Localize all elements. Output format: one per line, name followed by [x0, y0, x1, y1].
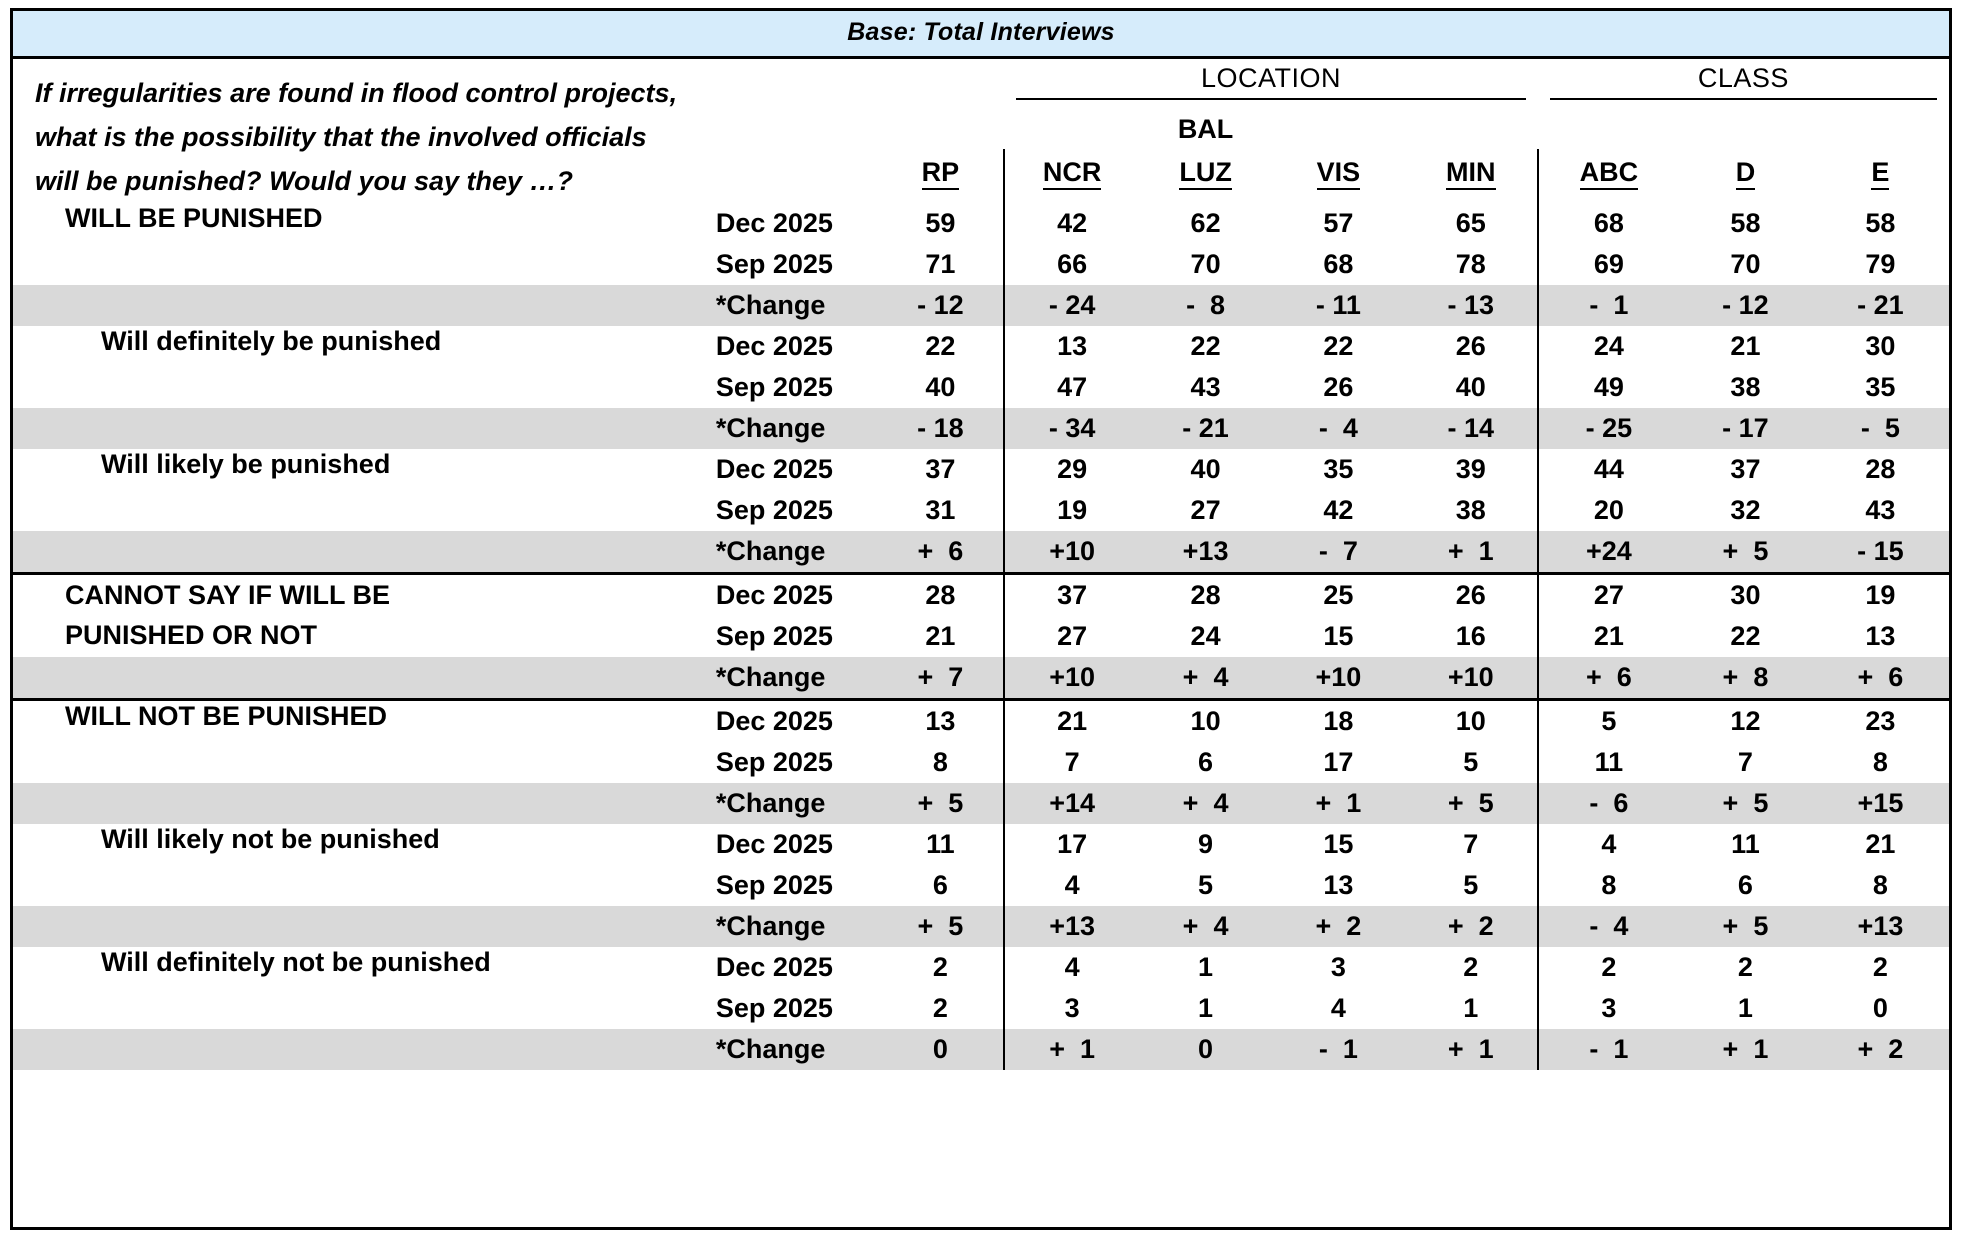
table-row [13, 824, 1949, 865]
cell-abc: - 1 [1538, 285, 1679, 326]
table-row [13, 906, 1949, 947]
cell-d: + 5 [1679, 783, 1812, 824]
table-row [13, 203, 1949, 244]
cell-e: 8 [1872, 870, 1888, 900]
cell-abc: 27 [1538, 574, 1679, 617]
wave-label-change: *Change [688, 657, 878, 700]
table-row [13, 490, 1949, 531]
cell-min: 1 [1463, 993, 1479, 1023]
cell-d: 11 [1731, 829, 1760, 859]
cell-luz: 0 [1139, 1029, 1272, 1070]
cell-ncr: 42 [1004, 203, 1139, 244]
cell-rp: 59 [925, 208, 956, 238]
cell-abc: 3 [1538, 988, 1679, 1029]
cell-min: 10 [1405, 700, 1538, 743]
cell-luz: 24 [1190, 621, 1221, 651]
cell-luz: 5 [1198, 870, 1214, 900]
cell-luz: 1 [1198, 952, 1214, 982]
cell-rp: 2 [932, 993, 948, 1023]
cell-rp: 2 [932, 952, 948, 982]
cell-d: 30 [1679, 574, 1812, 617]
cell-min: 38 [1455, 495, 1486, 525]
cell-vis: 18 [1272, 700, 1405, 743]
wave-label-dec: Dec 2025 [715, 208, 833, 238]
cell-rp: + 5 [878, 906, 1005, 947]
col-header-vis: VIS [1272, 149, 1405, 203]
cell-ncr: 27 [1004, 616, 1139, 657]
table-row [13, 1029, 1949, 1070]
cell-abc: 49 [1538, 367, 1679, 408]
cell-vis: +10 [1272, 657, 1405, 700]
cell-d: 1 [1737, 993, 1753, 1023]
cell-luz: 70 [1190, 249, 1221, 279]
col-header-abc: ABC [1538, 149, 1679, 203]
cell-luz: 6 [1198, 747, 1214, 777]
cell-abc: 20 [1538, 490, 1679, 531]
question-line-2: what is the possibility that the involved officials [35, 122, 647, 152]
wave-label-change: *Change [688, 1029, 878, 1070]
cell-luz: + 4 [1139, 783, 1272, 824]
cell-d: 2 [1737, 952, 1753, 982]
row-label-line-2: PUNISHED OR NOT [65, 620, 318, 650]
cell-min: - 13 [1405, 285, 1538, 326]
row-label-spacer [13, 408, 688, 449]
cell-e: 35 [1865, 372, 1896, 402]
wave-label-dec: Dec 2025 [715, 952, 833, 982]
cell-ncr: 66 [1004, 244, 1139, 285]
table-row [13, 700, 1949, 743]
cell-e: 2 [1872, 952, 1888, 982]
cell-min: 39 [1455, 454, 1486, 484]
col-header-min: MIN [1405, 149, 1538, 203]
cell-luz: 28 [1139, 574, 1272, 617]
cell-luz: 22 [1190, 331, 1221, 361]
row-label: Will definitely be punished [101, 326, 442, 356]
cell-vis: 4 [1330, 993, 1346, 1023]
cell-rp: 21 [925, 621, 956, 651]
class-rule [1550, 98, 1937, 100]
row-label-spacer [13, 865, 688, 906]
wave-label-sep: Sep 2025 [715, 747, 833, 777]
cell-rp: + 6 [878, 531, 1005, 574]
table-row [13, 326, 1949, 367]
cell-min: 5 [1463, 870, 1479, 900]
cell-vis: 17 [1323, 747, 1354, 777]
cell-ncr: +10 [1004, 531, 1139, 574]
cell-rp: 11 [926, 829, 955, 859]
cell-vis: 35 [1323, 454, 1354, 484]
location-rule [1016, 98, 1526, 100]
cell-min: + 2 [1405, 906, 1538, 947]
cell-ncr: +10 [1004, 657, 1139, 700]
row-label-spacer [13, 367, 688, 408]
cell-e: 19 [1812, 574, 1949, 617]
table-row [13, 947, 1949, 988]
cell-luz: - 8 [1139, 285, 1272, 326]
cell-d: 7 [1737, 747, 1753, 777]
base-banner: Base: Total Interviews [13, 11, 1949, 59]
cell-luz: 62 [1190, 208, 1221, 238]
cell-abc: - 4 [1538, 906, 1679, 947]
wave-label-dec: Dec 2025 [715, 331, 833, 361]
cell-d: 21 [1730, 331, 1761, 361]
cell-abc: 24 [1538, 326, 1679, 367]
cell-d: 6 [1737, 870, 1753, 900]
cell-ncr: +13 [1004, 906, 1139, 947]
cell-abc: - 1 [1538, 1029, 1679, 1070]
cell-e: 21 [1865, 829, 1896, 859]
row-label: Will definitely not be punished [101, 947, 491, 977]
cell-luz: 40 [1190, 454, 1221, 484]
table-row [13, 742, 1949, 783]
wave-label-sep: Sep 2025 [715, 249, 833, 279]
cell-min: 7 [1463, 829, 1479, 859]
cell-vis: 15 [1323, 621, 1354, 651]
cell-rp: 71 [925, 249, 956, 279]
cell-vis: + 1 [1272, 783, 1405, 824]
row-label-spacer [13, 657, 688, 700]
cell-d: + 8 [1679, 657, 1812, 700]
cell-vis: 26 [1323, 372, 1354, 402]
cell-luz: +13 [1139, 531, 1272, 574]
cell-d: 32 [1730, 495, 1761, 525]
col-header-rp: RP [878, 149, 1005, 203]
cell-vis: - 1 [1272, 1029, 1405, 1070]
row-label-spacer [13, 285, 688, 326]
row-label: Will likely not be punished [101, 824, 440, 854]
cell-ncr: - 24 [1004, 285, 1139, 326]
cell-e: 30 [1865, 331, 1896, 361]
cell-vis: 68 [1323, 249, 1354, 279]
cell-abc: 69 [1538, 244, 1679, 285]
row-label-spacer [13, 783, 688, 824]
cell-abc: 68 [1538, 203, 1679, 244]
table-row [13, 449, 1949, 490]
cell-ncr: 4 [1004, 865, 1139, 906]
wave-label-sep: Sep 2025 [715, 870, 833, 900]
wave-label-dec: Dec 2025 [715, 829, 833, 859]
cell-min: 26 [1405, 574, 1538, 617]
cell-rp: 28 [878, 574, 1005, 617]
cell-ncr: 19 [1004, 490, 1139, 531]
cell-rp: 0 [878, 1029, 1005, 1070]
cell-min: + 5 [1405, 783, 1538, 824]
row-label-spacer [13, 1029, 688, 1070]
cell-d: 37 [1730, 454, 1761, 484]
cell-abc: +24 [1538, 531, 1679, 574]
cell-rp: - 18 [878, 408, 1005, 449]
cell-ncr: 37 [1004, 574, 1139, 617]
cell-rp: 22 [925, 331, 956, 361]
cell-e: + 2 [1812, 1029, 1949, 1070]
cell-rp: + 5 [878, 783, 1005, 824]
cell-d: 22 [1730, 621, 1761, 651]
row-label-spacer [13, 244, 688, 285]
cell-rp: - 12 [878, 285, 1005, 326]
wave-label-change: *Change [688, 906, 878, 947]
cell-abc: 21 [1538, 616, 1679, 657]
cell-abc: + 6 [1538, 657, 1679, 700]
cell-e: - 21 [1812, 285, 1949, 326]
cell-min: 5 [1463, 747, 1479, 777]
cell-min: 78 [1455, 249, 1486, 279]
table-row [13, 865, 1949, 906]
cell-abc: 8 [1538, 865, 1679, 906]
cell-vis: 15 [1323, 829, 1354, 859]
row-label-spacer [13, 988, 688, 1029]
question-line-3: will be punished? Would you say they …? [35, 166, 574, 196]
cell-min: +10 [1405, 657, 1538, 700]
cell-luz: 9 [1198, 829, 1214, 859]
cell-ncr: 29 [1004, 449, 1139, 490]
cell-e: 43 [1865, 495, 1896, 525]
row-label: WILL BE PUNISHED [65, 203, 323, 233]
cell-luz: + 4 [1139, 906, 1272, 947]
cell-rp: 8 [932, 747, 948, 777]
cell-rp: 13 [878, 700, 1005, 743]
wave-label-dec: Dec 2025 [688, 574, 878, 617]
cell-d: 70 [1730, 249, 1761, 279]
cell-e: + 6 [1812, 657, 1949, 700]
cell-min: 16 [1455, 621, 1486, 651]
cell-abc: - 25 [1538, 408, 1679, 449]
cell-e: 58 [1865, 208, 1896, 238]
table-row [13, 574, 1949, 617]
cell-vis: 25 [1272, 574, 1405, 617]
row-label [13, 574, 688, 658]
cell-d: 38 [1730, 372, 1761, 402]
cell-vis: 57 [1323, 208, 1354, 238]
cell-d: - 17 [1679, 408, 1812, 449]
cell-abc: - 6 [1538, 783, 1679, 824]
table-row [13, 783, 1949, 824]
report-sheet [10, 8, 1952, 1230]
cell-min: + 1 [1405, 1029, 1538, 1070]
row-label-spacer [13, 906, 688, 947]
cell-e: 28 [1865, 454, 1896, 484]
cell-rp: 37 [925, 454, 956, 484]
cell-vis: - 11 [1272, 285, 1405, 326]
row-label: WILL NOT BE PUNISHED [13, 700, 688, 743]
cell-vis: 3 [1330, 952, 1346, 982]
cell-luz: 1 [1198, 993, 1214, 1023]
cell-rp: 40 [925, 372, 956, 402]
table-row [13, 285, 1949, 326]
cell-luz: 27 [1190, 495, 1221, 525]
table-header-area [13, 59, 1949, 203]
row-label-spacer [13, 742, 688, 783]
cell-vis: 13 [1323, 870, 1354, 900]
wave-label-sep: Sep 2025 [715, 993, 833, 1023]
cell-vis: - 4 [1272, 408, 1405, 449]
cell-min: 2 [1463, 952, 1479, 982]
cell-d: - 12 [1679, 285, 1812, 326]
cell-d: 58 [1730, 208, 1761, 238]
cell-ncr: 21 [1004, 700, 1139, 743]
row-label-spacer [13, 531, 688, 574]
wave-label-dec: Dec 2025 [715, 454, 833, 484]
wave-label-sep: Sep 2025 [715, 372, 833, 402]
col-header-d: D [1679, 149, 1812, 203]
wave-label-change: *Change [688, 783, 878, 824]
cell-vis: + 2 [1272, 906, 1405, 947]
cell-min: 40 [1455, 372, 1486, 402]
cell-ncr: 47 [1004, 367, 1139, 408]
cell-ncr: - 34 [1004, 408, 1139, 449]
cell-vis: - 7 [1272, 531, 1405, 574]
cell-d: + 1 [1679, 1029, 1812, 1070]
cell-vis: 42 [1323, 495, 1354, 525]
results-table [13, 59, 1949, 1070]
cell-min: + 1 [1405, 531, 1538, 574]
col-header-ncr: NCR [1004, 149, 1139, 203]
wave-label-sep: Sep 2025 [715, 495, 833, 525]
cell-luz: + 4 [1139, 657, 1272, 700]
cell-abc: 2 [1538, 947, 1679, 988]
cell-e: +15 [1812, 783, 1949, 824]
cell-ncr: + 1 [1004, 1029, 1139, 1070]
cell-luz: - 21 [1139, 408, 1272, 449]
cell-e: 0 [1872, 993, 1888, 1023]
cell-d: + 5 [1679, 906, 1812, 947]
cell-e: 79 [1865, 249, 1896, 279]
cell-luz: 10 [1139, 700, 1272, 743]
question-line-1: If irregularities are found in flood control projects, [35, 78, 678, 108]
wave-label-change: *Change [688, 408, 878, 449]
row-label: Will likely be punished [101, 449, 391, 479]
cell-min: 26 [1455, 331, 1486, 361]
table-row [13, 531, 1949, 574]
cell-e: 23 [1812, 700, 1949, 743]
cell-d: 12 [1679, 700, 1812, 743]
table-row [13, 244, 1949, 285]
cell-ncr: 13 [1004, 326, 1139, 367]
table-row [13, 408, 1949, 449]
cell-abc: 11 [1538, 742, 1679, 783]
table-row [13, 657, 1949, 700]
table-body [13, 203, 1949, 1070]
cell-e: 13 [1865, 621, 1896, 651]
cell-ncr: 7 [1004, 742, 1139, 783]
cell-ncr: 4 [1004, 947, 1139, 988]
cell-min: - 14 [1405, 408, 1538, 449]
cell-abc: 44 [1538, 449, 1679, 490]
group-header-location: LOCATION [1004, 59, 1538, 106]
cell-rp: + 7 [878, 657, 1005, 700]
cell-vis: 22 [1323, 331, 1354, 361]
cell-min: 65 [1455, 208, 1486, 238]
table-row [13, 988, 1949, 1029]
group-header-class: CLASS [1538, 59, 1949, 106]
wave-label-change: *Change [688, 285, 878, 326]
cell-abc: 5 [1538, 700, 1679, 743]
wave-label-change: *Change [688, 531, 878, 574]
wave-label-dec: Dec 2025 [688, 700, 878, 743]
question-text [13, 59, 688, 203]
row-label-spacer [13, 490, 688, 531]
cell-d: + 5 [1679, 531, 1812, 574]
cell-e: 8 [1872, 747, 1888, 777]
wave-label-sep: Sep 2025 [715, 621, 833, 651]
cell-ncr: +14 [1004, 783, 1139, 824]
cell-e: - 15 [1812, 531, 1949, 574]
row-label-line-1: CANNOT SAY IF WILL BE [65, 580, 391, 610]
cell-rp: 6 [932, 870, 948, 900]
cell-e: - 5 [1812, 408, 1949, 449]
bal-label: BAL [1177, 113, 1234, 144]
col-header-luz: LUZ [1139, 149, 1272, 203]
cell-ncr: 3 [1004, 988, 1139, 1029]
table-row [13, 367, 1949, 408]
cell-ncr: 17 [1004, 824, 1139, 865]
col-header-e: E [1812, 149, 1949, 203]
cell-luz: 43 [1190, 372, 1221, 402]
cell-e: +13 [1812, 906, 1949, 947]
cell-abc: 4 [1538, 824, 1679, 865]
cell-rp: 31 [925, 495, 956, 525]
